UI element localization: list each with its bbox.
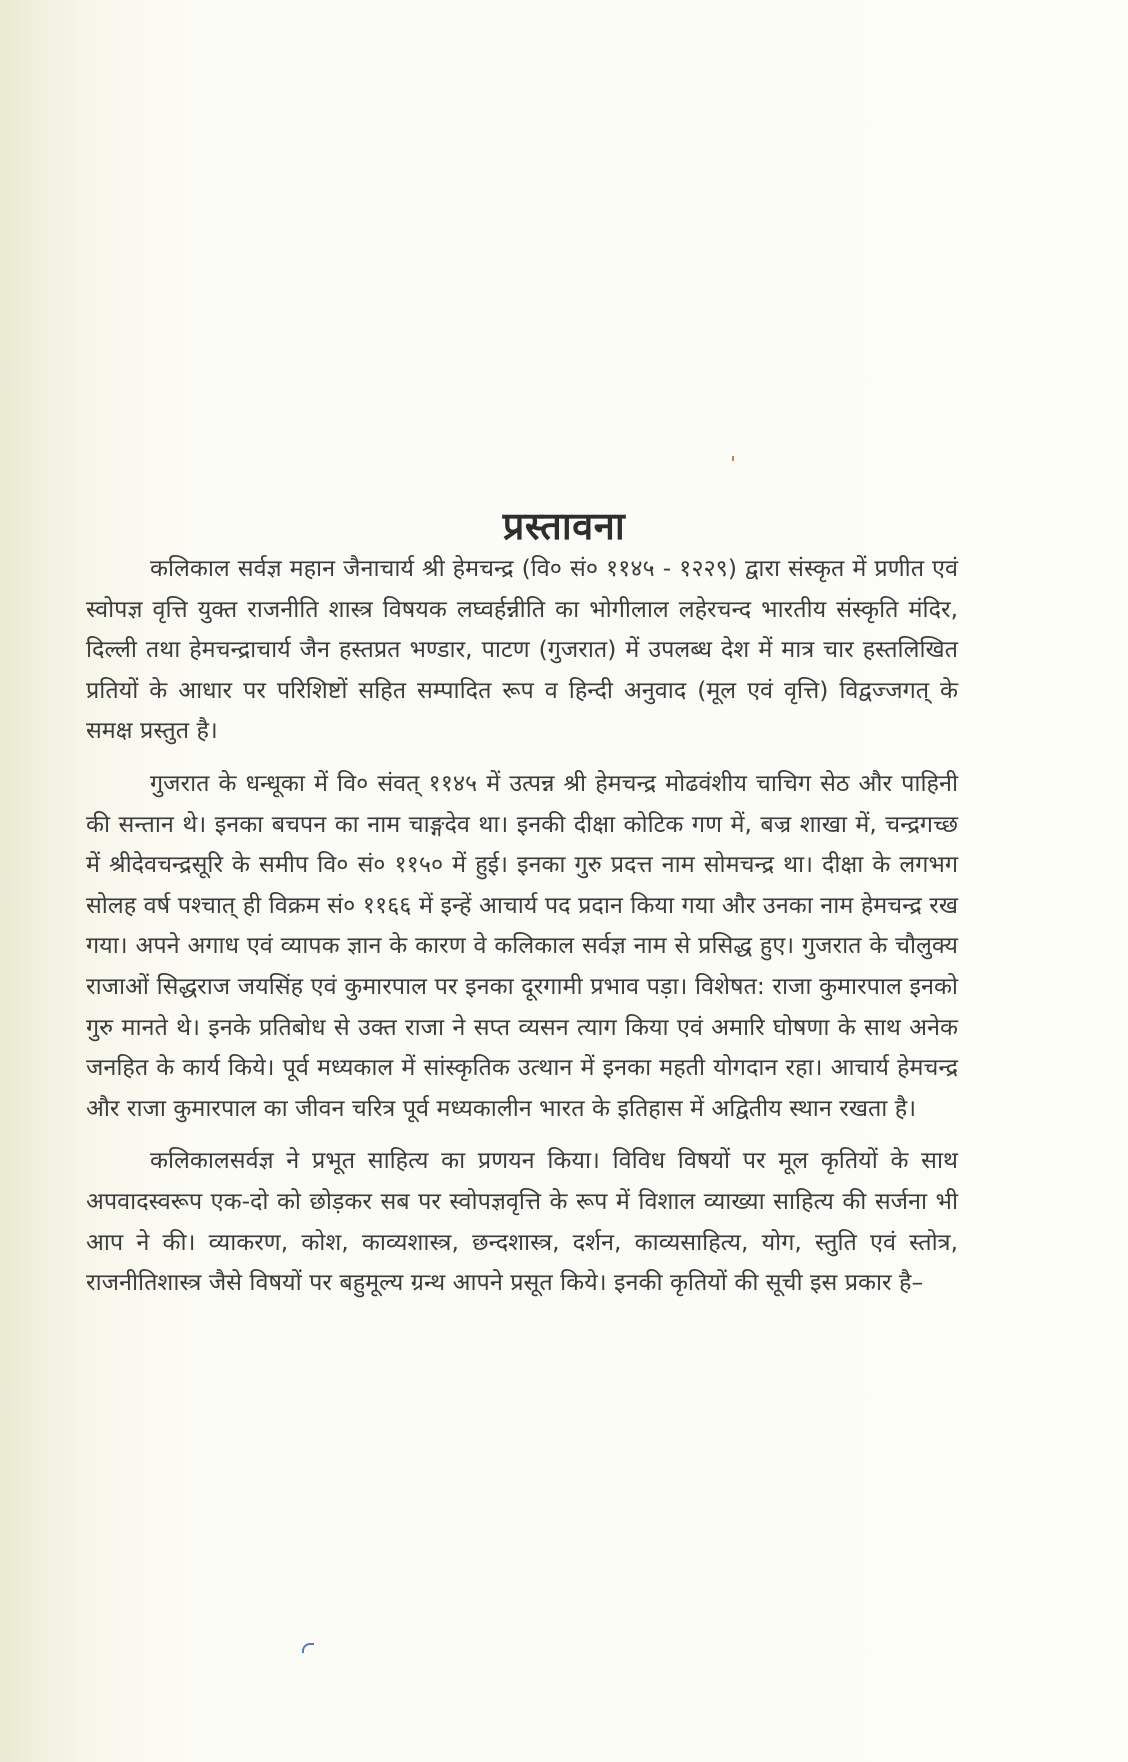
paper-speck [732, 456, 734, 461]
paragraph-3: कलिकालसर्वज्ञ ने प्रभूत साहित्य का प्रणयन किया। विविध विषयों पर मूल कृतियों के साथ अपवादस्वरूप एक-दो को छोड़कर सब पर स्वोपज्ञवृत्ति के रूप में विशाल व्याख्या साहित्य की सर्जना भी आप ने की। व्याकरण, कोश, काव्यशास्त्र, छन्दशास्त्र, दर्शन, काव्यसाहित्य, योग, स्तुति एवं स्तोत्र, राजनीतिशास्त्र जैसे विषयों पर बहुमूल्य ग्रन्थ आपने प्रसूत किये। इनकी कृतियों की सूची इस प्रकार है– [86, 1146, 958, 1297]
body-text [86, 548, 958, 1303]
paragraph-1: कलिकाल सर्वज्ञ महान जैनाचार्य श्री हेमचन्द्र (वि० सं० ११४५ - १२२९) द्वारा संस्कृत में प्रणीत एवं स्वोपज्ञ वृत्ति युक्त राजनीति शास्त्र विषयक लघ्वर्हन्नीति का भोगीलाल लहेरचन्द भारतीय संस्कृति मंदिर, दिल्ली तथा हेमचन्द्राचार्य जैन हस्तप्रत भण्डार, पाटण (गुजरात) में उपलब्ध देश में मात्र चार हस्तलिखित प्रतियों के आधार पर परिशिष्टों सहित सम्पादित रूप व हिन्दी अनुवाद (मूल एवं वृत्ति) विद्वज्जगत् के समक्ष प्रस्तुत है। [86, 554, 958, 745]
paragraph-2: गुजरात के धन्धूका में वि० संवत् ११४५ में उत्पन्न श्री हेमचन्द्र मोढवंशीय चाचिग सेठ और पाहिनी की सन्तान थे। इनका बचपन का नाम चाङ्गदेव था। इनकी दीक्षा कोटिक गण में, बज्र शाखा में, चन्द्रगच्छ में श्रीदेवचन्द्रसूरि के समीप वि० सं० ११५० में हुई। इनका गुरु प्रदत्त नाम सोमचन्द्र था। दीक्षा के लगभग सोलह वर्ष पश्चात् ही विक्रम सं० ११६६ में इन्हें आचार्य पद प्रदान किया गया और उनका नाम हेमचन्द्र रख गया। अपने अगाध एवं व्यापक ज्ञान के कारण वे कलिकाल सर्वज्ञ नाम से प्रसिद्ध हुए। गुजरात के चौलुक्य राजाओं सिद्धराज जयसिंह एवं कुमारपाल पर इनका दूरगामी प्रभाव पड़ा। विशेषत: राजा कुमारपाल इनको गुरु मानते थे। इनके प्रतिबोध से उक्त राजा ने सप्त व्यसन त्याग किया एवं अमारि घोषणा के साथ अनेक जनहित के कार्य किये। पूर्व मध्यकाल में सांस्कृतिक उत्थान में इनका महती योगदान रहा। आचार्य हेमचन्द्र और राजा कुमारपाल का जीवन चरित्र पूर्व मध्यकालीन भारत के इतिहास में अद्वितीय स्थान रखता है। [86, 768, 958, 1122]
pen-mark [302, 1643, 314, 1653]
page-title: प्रस्तावना [502, 504, 626, 549]
